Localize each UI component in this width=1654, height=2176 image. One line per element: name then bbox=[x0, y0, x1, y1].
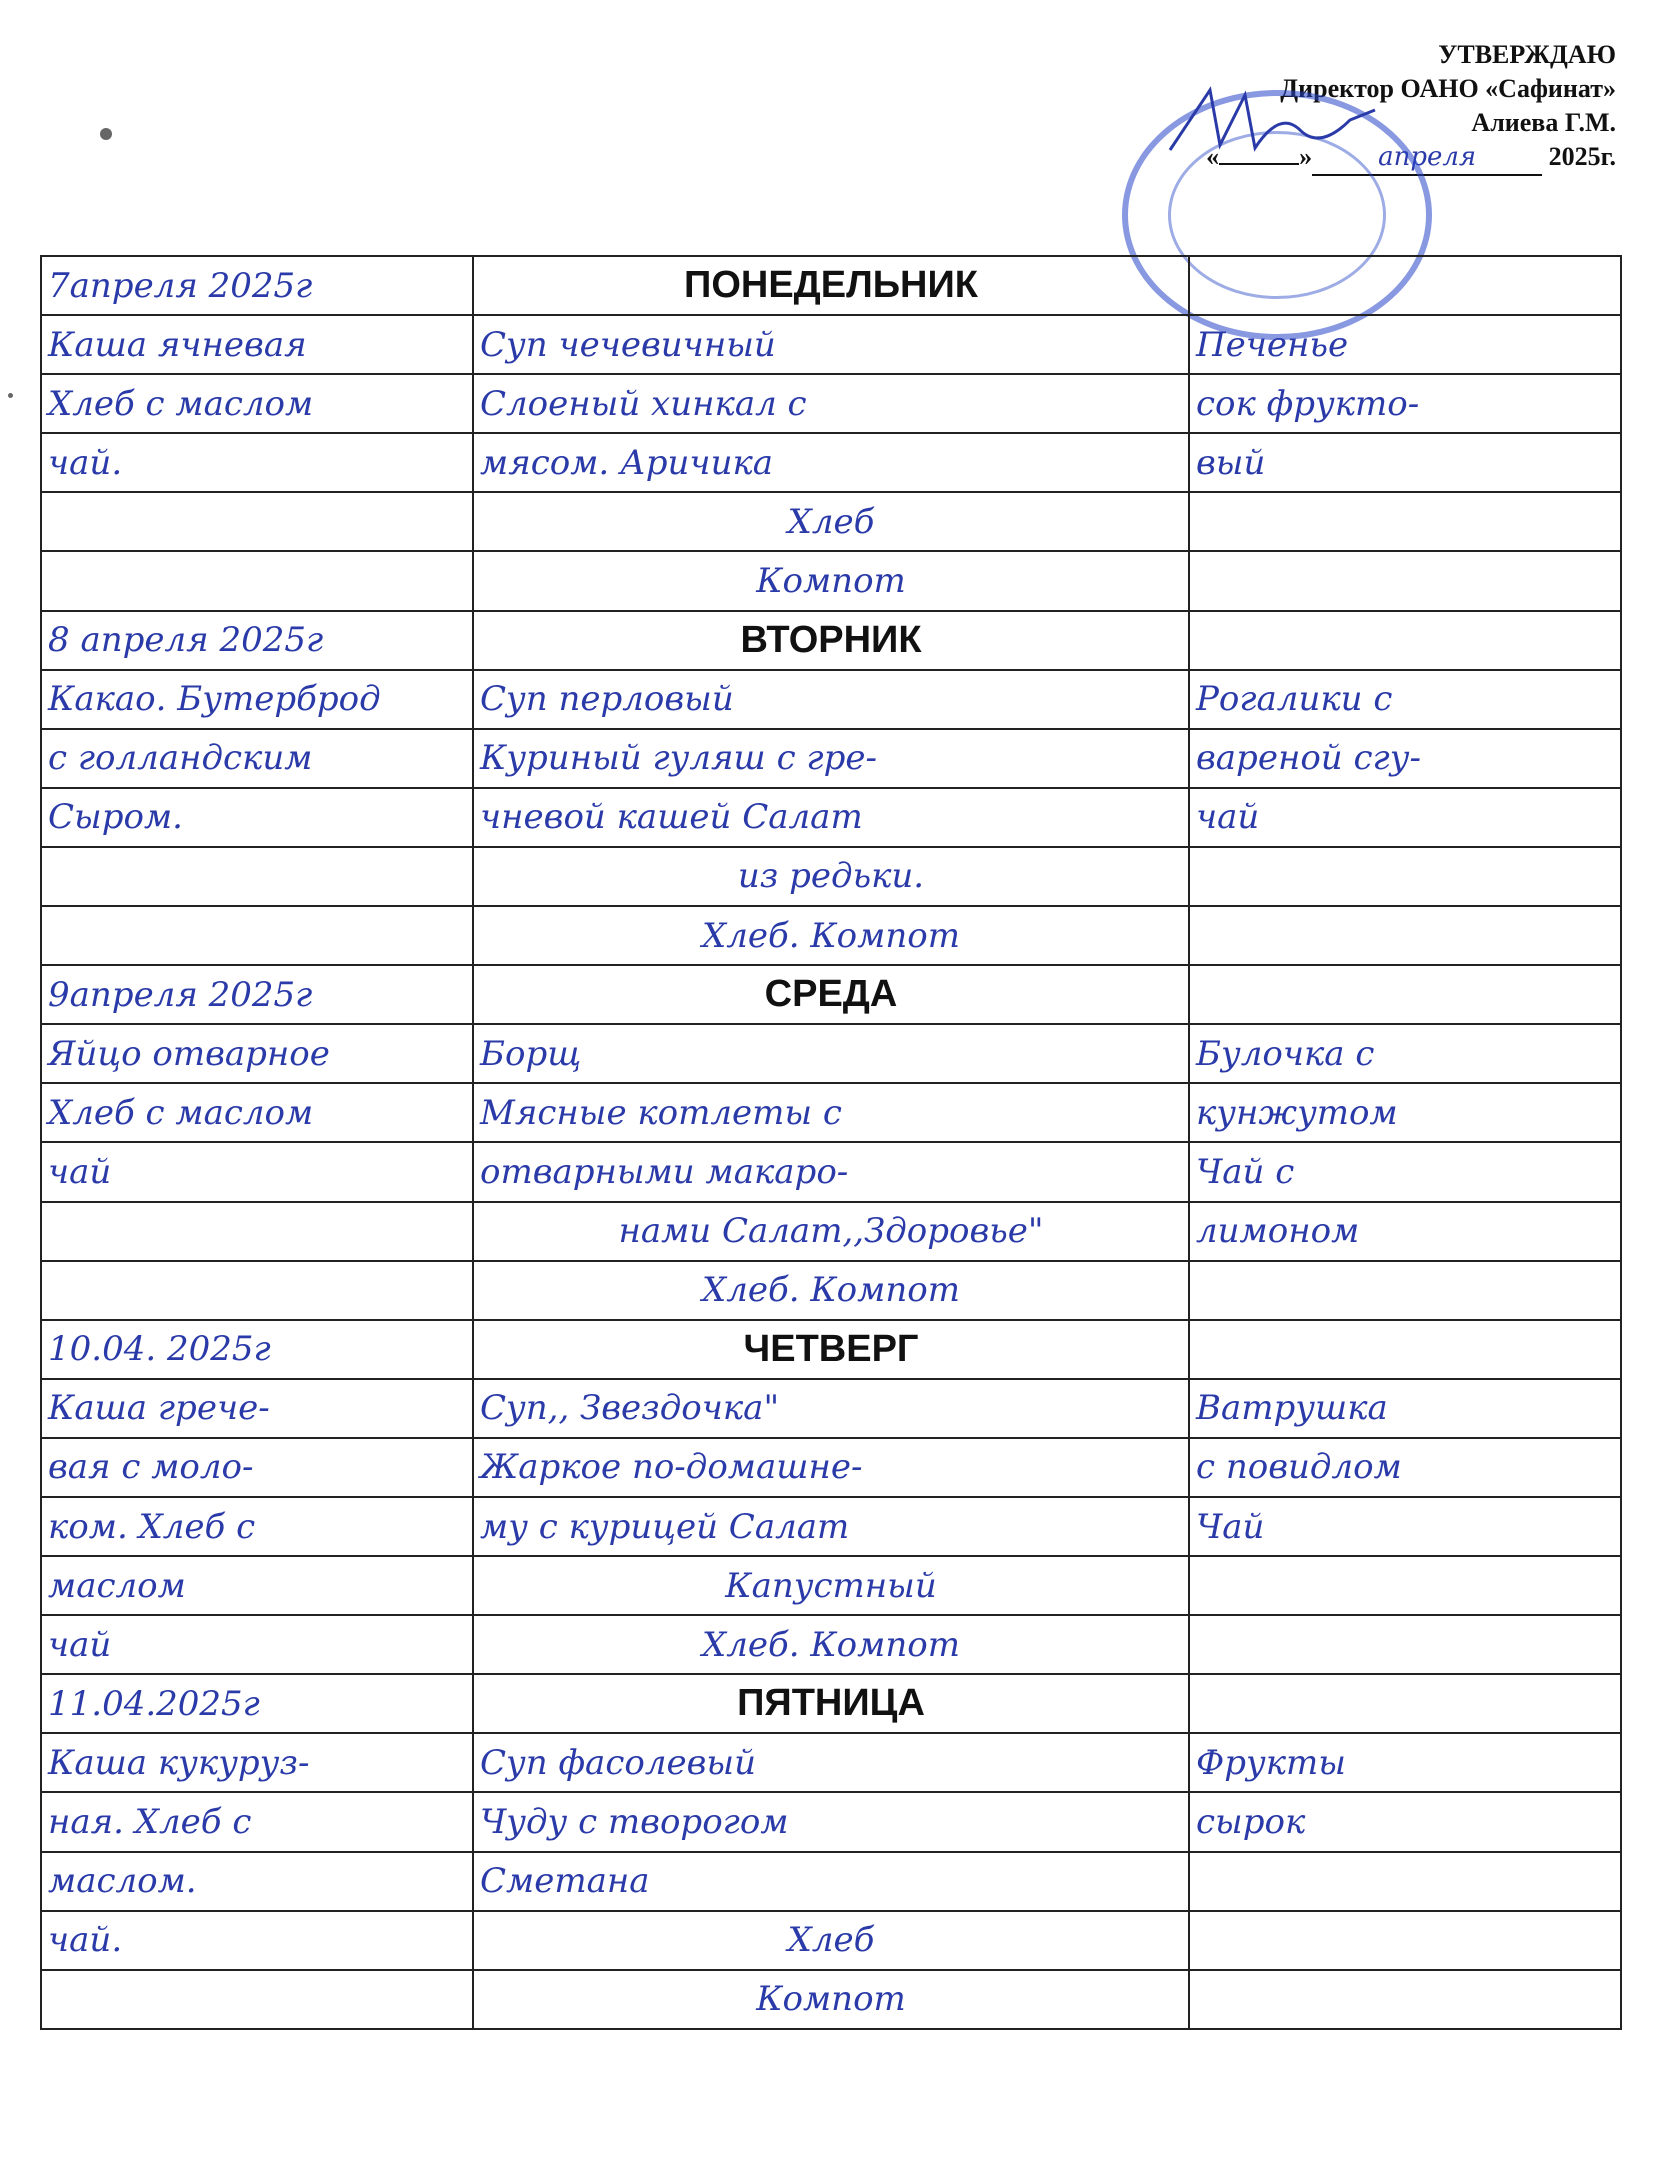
table-row bbox=[41, 788, 1621, 847]
lunch-cell: Мясные котлеты с bbox=[473, 1083, 1189, 1142]
approval-position: Директор ОАНО «Сафинат» bbox=[1280, 74, 1616, 103]
snack-cell: с повидлом bbox=[1189, 1438, 1621, 1497]
lunch-cell: Хлеб. Компот bbox=[473, 906, 1189, 965]
lunch-cell: Капустный bbox=[473, 1556, 1189, 1615]
day-header-row bbox=[41, 965, 1621, 1024]
snack-cell bbox=[1189, 1970, 1621, 2029]
snack-cell bbox=[1189, 1261, 1621, 1320]
breakfast-cell bbox=[41, 1202, 473, 1261]
approval-date-mid: » bbox=[1299, 142, 1313, 171]
lunch-cell: Компот bbox=[473, 1970, 1189, 2029]
table-row bbox=[41, 1852, 1621, 1911]
lunch-cell: Чуду с творогом bbox=[473, 1792, 1189, 1851]
breakfast-cell: чай bbox=[41, 1615, 473, 1674]
table-row bbox=[41, 1733, 1621, 1792]
lunch-cell: Сметана bbox=[473, 1852, 1189, 1911]
table-row bbox=[41, 1792, 1621, 1851]
breakfast-cell: чай. bbox=[41, 1911, 473, 1970]
table-row bbox=[41, 1556, 1621, 1615]
lunch-cell: Слоеный хинкал с bbox=[473, 374, 1189, 433]
snack-cell bbox=[1189, 1911, 1621, 1970]
snack-cell: вый bbox=[1189, 433, 1621, 492]
lunch-cell: чневой кашей Салат bbox=[473, 788, 1189, 847]
breakfast-cell bbox=[41, 906, 473, 965]
table-cell bbox=[1189, 965, 1621, 1024]
breakfast-cell: чай. bbox=[41, 433, 473, 492]
snack-cell bbox=[1189, 1852, 1621, 1911]
lunch-cell: Компот bbox=[473, 551, 1189, 610]
table-row bbox=[41, 1911, 1621, 1970]
snack-cell: Чай с bbox=[1189, 1142, 1621, 1201]
breakfast-cell: Каша ячневая bbox=[41, 315, 473, 374]
table-row bbox=[41, 1438, 1621, 1497]
snack-cell bbox=[1189, 906, 1621, 965]
approval-date-open: « bbox=[1206, 142, 1220, 171]
snack-cell: кунжутом bbox=[1189, 1083, 1621, 1142]
day-date: 10.04. 2025г bbox=[41, 1320, 473, 1379]
day-header-row bbox=[41, 1674, 1621, 1733]
lunch-cell: Жаркое по-домашне- bbox=[473, 1438, 1189, 1497]
day-date: 8 апреля 2025г bbox=[41, 611, 473, 670]
snack-cell: Чай bbox=[1189, 1497, 1621, 1556]
snack-cell bbox=[1189, 1556, 1621, 1615]
breakfast-cell: Каша грече- bbox=[41, 1379, 473, 1438]
table-row bbox=[41, 906, 1621, 965]
table-row bbox=[41, 492, 1621, 551]
snack-cell: сок фрукто- bbox=[1189, 374, 1621, 433]
snack-cell: чай bbox=[1189, 788, 1621, 847]
day-date: 11.04.2025г bbox=[41, 1674, 473, 1733]
day-header-row bbox=[41, 1320, 1621, 1379]
table-row bbox=[41, 1379, 1621, 1438]
breakfast-cell: с голландским bbox=[41, 729, 473, 788]
menu-table bbox=[40, 255, 1622, 2030]
table-row bbox=[41, 315, 1621, 374]
table-row bbox=[41, 1024, 1621, 1083]
table-row bbox=[41, 551, 1621, 610]
snack-cell: Печенье bbox=[1189, 315, 1621, 374]
director-signature bbox=[1150, 70, 1390, 180]
day-header-row bbox=[41, 256, 1621, 315]
snack-cell: Рогалики с bbox=[1189, 670, 1621, 729]
table-row bbox=[41, 1970, 1621, 2029]
breakfast-cell: вая с моло- bbox=[41, 1438, 473, 1497]
table-row bbox=[41, 847, 1621, 906]
table-cell bbox=[1189, 1320, 1621, 1379]
snack-cell: лимоном bbox=[1189, 1202, 1621, 1261]
lunch-cell: Суп чечевичный bbox=[473, 315, 1189, 374]
approval-date-month: апреля bbox=[1312, 140, 1542, 176]
lunch-cell: из редьки. bbox=[473, 847, 1189, 906]
table-row bbox=[41, 1615, 1621, 1674]
table-row bbox=[41, 433, 1621, 492]
table-row bbox=[41, 670, 1621, 729]
lunch-cell: Хлеб. Компот bbox=[473, 1261, 1189, 1320]
table-row bbox=[41, 729, 1621, 788]
breakfast-cell: Яйцо отварное bbox=[41, 1024, 473, 1083]
lunch-cell: Хлеб. Компот bbox=[473, 1615, 1189, 1674]
table-cell bbox=[1189, 611, 1621, 670]
breakfast-cell: ная. Хлеб с bbox=[41, 1792, 473, 1851]
lunch-cell: Суп перловый bbox=[473, 670, 1189, 729]
snack-cell: вареной сгу- bbox=[1189, 729, 1621, 788]
day-header-row bbox=[41, 611, 1621, 670]
lunch-cell: Борщ bbox=[473, 1024, 1189, 1083]
breakfast-cell: Хлеб с маслом bbox=[41, 1083, 473, 1142]
table-row bbox=[41, 1497, 1621, 1556]
approval-name: Алиева Г.М. bbox=[1471, 108, 1616, 137]
table-row bbox=[41, 1142, 1621, 1201]
breakfast-cell: ком. Хлеб с bbox=[41, 1497, 473, 1556]
approval-date-year: 2025г. bbox=[1548, 142, 1616, 171]
scan-speck bbox=[100, 128, 112, 140]
snack-cell: Ватрушка bbox=[1189, 1379, 1621, 1438]
day-heading: ПОНЕДЕЛЬНИК bbox=[473, 256, 1189, 315]
snack-cell: Фрукты bbox=[1189, 1733, 1621, 1792]
breakfast-cell bbox=[41, 1970, 473, 2029]
table-row bbox=[41, 1202, 1621, 1261]
lunch-cell: мясом. Аричика bbox=[473, 433, 1189, 492]
snack-cell: сырок bbox=[1189, 1792, 1621, 1851]
snack-cell bbox=[1189, 1615, 1621, 1674]
breakfast-cell: маслом bbox=[41, 1556, 473, 1615]
snack-cell: Булочка с bbox=[1189, 1024, 1621, 1083]
lunch-cell: Суп фасолевый bbox=[473, 1733, 1189, 1792]
table-cell bbox=[1189, 1674, 1621, 1733]
table-row bbox=[41, 1083, 1621, 1142]
breakfast-cell: Каша кукуруз- bbox=[41, 1733, 473, 1792]
breakfast-cell: маслом. bbox=[41, 1852, 473, 1911]
lunch-cell: отварными макаро- bbox=[473, 1142, 1189, 1201]
day-date: 9апреля 2025г bbox=[41, 965, 473, 1024]
approval-title: УТВЕРЖДАЮ bbox=[1438, 40, 1616, 69]
lunch-cell: Хлеб bbox=[473, 1911, 1189, 1970]
menu-table-body bbox=[41, 256, 1621, 2029]
lunch-cell: Куриный гуляш с гре- bbox=[473, 729, 1189, 788]
snack-cell bbox=[1189, 847, 1621, 906]
breakfast-cell: Какао. Бутерброд bbox=[41, 670, 473, 729]
day-heading: ВТОРНИК bbox=[473, 611, 1189, 670]
lunch-cell: нами Салат,,Здоровье" bbox=[473, 1202, 1189, 1261]
lunch-cell: му с курицей Салат bbox=[473, 1497, 1189, 1556]
lunch-cell: Хлеб bbox=[473, 492, 1189, 551]
lunch-cell: Суп,, Звездочка" bbox=[473, 1379, 1189, 1438]
breakfast-cell bbox=[41, 492, 473, 551]
snack-cell bbox=[1189, 551, 1621, 610]
breakfast-cell: Сыром. bbox=[41, 788, 473, 847]
table-row bbox=[41, 1261, 1621, 1320]
day-heading: ПЯТНИЦА bbox=[473, 1674, 1189, 1733]
breakfast-cell bbox=[41, 551, 473, 610]
table-cell bbox=[1189, 256, 1621, 315]
scan-speck bbox=[8, 393, 13, 398]
breakfast-cell bbox=[41, 1261, 473, 1320]
breakfast-cell: Хлеб с маслом bbox=[41, 374, 473, 433]
day-date: 7апреля 2025г bbox=[41, 256, 473, 315]
breakfast-cell: чай bbox=[41, 1142, 473, 1201]
day-heading: СРЕДА bbox=[473, 965, 1189, 1024]
snack-cell bbox=[1189, 492, 1621, 551]
table-row bbox=[41, 374, 1621, 433]
day-heading: ЧЕТВЕРГ bbox=[473, 1320, 1189, 1379]
breakfast-cell bbox=[41, 847, 473, 906]
